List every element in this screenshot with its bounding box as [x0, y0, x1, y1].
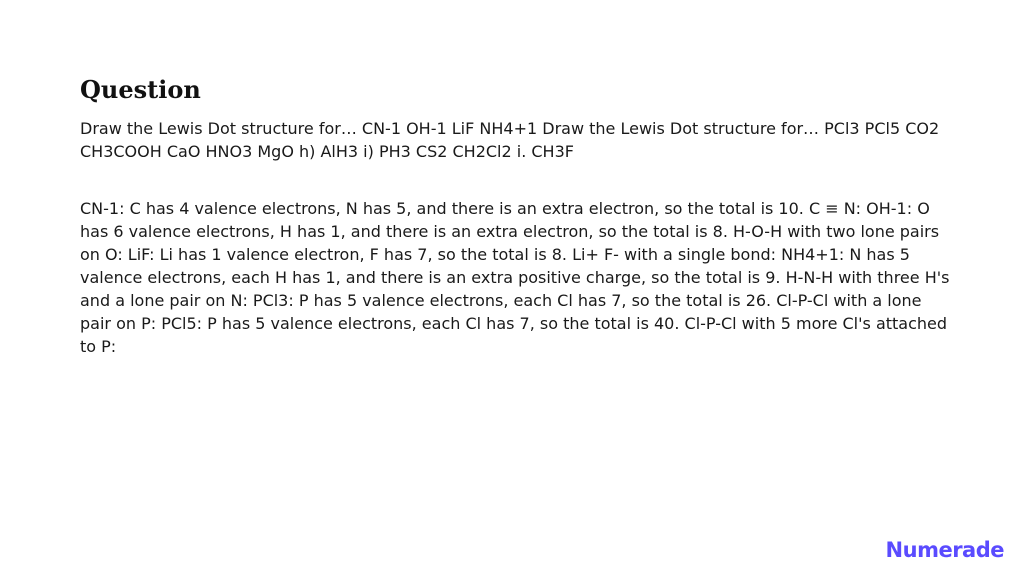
question-heading: Question	[80, 75, 201, 104]
question-text: Draw the Lewis Dot structure for… CN-1 OH-1 LiF NH4+1 Draw the Lewis Dot structure for… PCl3 PCl5 CO2 CH3COOH CaO HNO3 MgO h) AlH3 i) PH3 CS2 CH2Cl2 i. CH3F	[80, 119, 940, 161]
numerade-logo: Numerade	[885, 538, 1004, 562]
answer-text: CN-1: C has 4 valence electrons, N has 5, and there is an extra electron, so the total is 10. C ≡ N: OH-1: O has 6 valence electrons, H has 1, and there is an extra electron, so the total is 8. H-O-H with two lone pairs on O: LiF: Li has 1 valence electron, F has 7, so the total is 8. Li+ F- with a single bond: NH4+1: N has 5 valence electrons, each H has 1, and there is an extra positive charge, so the total is 9. H-N-H with three H's and a lone pair on N: PCl3: P has 5 valence electrons, each Cl has 7, so the total is 26. Cl-P-Cl with a lone pair on P: PCl5: P has 5 valence electrons, each Cl has 7, so the total is 40. Cl-P-Cl with 5 more Cl's attached to P:	[80, 199, 950, 356]
